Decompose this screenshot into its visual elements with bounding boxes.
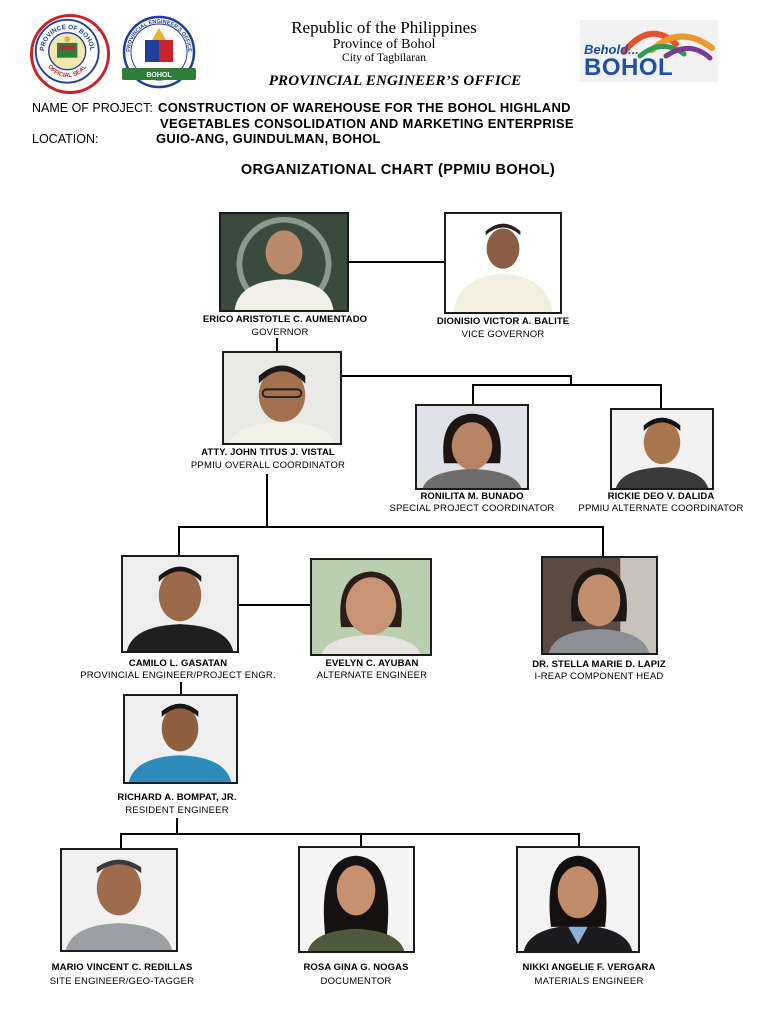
site-engineer-photo — [60, 848, 178, 952]
connector-line — [276, 338, 278, 352]
vice-governor-position: VICE GOVERNOR — [461, 329, 545, 340]
alternate-engineer-photo — [310, 558, 432, 656]
governor-name: ERICO ARISTOTLE C. AUMENTADO — [202, 314, 368, 325]
connector-line — [120, 833, 122, 849]
governor-position: GOVERNOR — [251, 327, 309, 338]
country-heading: Republic of the Philippines — [291, 18, 477, 37]
site-engineer-name: MARIO VINCENT C. REDILLAS — [51, 962, 193, 973]
documentor-photo — [298, 846, 415, 953]
seal-top-text: PROVINCE OF BOHOL — [39, 23, 96, 52]
provincial-engineer-position: PROVINCIAL ENGINEER/PROJECT ENGR. — [80, 670, 276, 681]
site-engineer-position: SITE ENGINEER/GEO-TAGGER — [49, 976, 195, 987]
ireap-head-name: DR. STELLA MARIE D. LAPIZ — [532, 659, 666, 670]
provincial-engineer-photo — [121, 555, 239, 653]
office-heading: PROVINCIAL ENGINEER’S OFFICE — [268, 73, 522, 89]
vice-governor-photo — [444, 212, 562, 314]
connector-line — [266, 474, 268, 528]
connector-line — [178, 526, 180, 556]
connector-line — [472, 384, 662, 386]
documentor-position: DOCUMENTOR — [320, 976, 392, 987]
governor-photo — [219, 212, 349, 312]
project-name-line2: VEGETABLES CONSOLIDATION AND MARKETING ENTERPRISE — [160, 116, 574, 131]
connector-line — [360, 833, 362, 847]
project-name-line1: CONSTRUCTION OF WAREHOUSE FOR THE BOHOL HIGHLAND — [158, 100, 571, 115]
location-label: LOCATION: — [32, 132, 99, 146]
connector-line — [602, 526, 604, 556]
seal2-bottom-text: BOHOL — [146, 72, 172, 79]
logo-small-text: Behold... — [584, 42, 639, 57]
connector-line — [120, 833, 580, 835]
ireap-head-position: I-REAP COMPONENT HEAD — [534, 671, 664, 682]
alternate-engineer-position: ALTERNATE ENGINEER — [316, 670, 428, 681]
ireap-head-photo — [541, 556, 658, 655]
connector-line — [660, 384, 662, 408]
connector-line — [176, 818, 178, 834]
vice-governor-name: DIONISIO VICTOR A. BALITE — [436, 316, 570, 327]
connector-line — [472, 384, 474, 404]
alternate-coordinator-name: RICKIE DEO V. DALIDA — [607, 491, 715, 502]
provincial-engineer-name: CAMILO L. GASATAN — [128, 658, 228, 669]
resident-engineer-photo — [123, 694, 238, 784]
materials-engineer-position: MATERIALS ENGINEER — [534, 976, 644, 987]
resident-engineer-name: RICHARD A. BOMPAT, JR. — [117, 792, 237, 803]
province-heading: Province of Bohol — [332, 37, 436, 52]
materials-engineer-photo — [516, 846, 640, 953]
special-project-coordinator-position: SPECIAL PROJECT COORDINATOR — [389, 503, 555, 514]
logo-big-text: BOHOL — [584, 54, 674, 81]
chart-title: ORGANIZATIONAL CHART (PPMIU BOHOL) — [240, 162, 556, 178]
special-project-coordinator-photo — [415, 404, 529, 490]
connector-line — [178, 526, 604, 528]
connector-line — [342, 375, 572, 377]
city-heading: City of Tagbilaran — [342, 52, 426, 64]
alternate-coordinator-photo — [610, 408, 714, 490]
special-project-coordinator-name: RONILITA M. BUNADO — [420, 491, 524, 502]
materials-engineer-name: NIKKI ANGELIE F. VERGARA — [522, 962, 656, 973]
connector-line — [578, 833, 580, 847]
behold-bohol-logo — [580, 20, 718, 82]
location-value: GUIO-ANG, GUINDULMAN, BOHOL — [156, 131, 381, 146]
alternate-coordinator-position: PPMIU ALTERNATE COORDINATOR — [578, 503, 744, 514]
resident-engineer-position: RESIDENT ENGINEER — [125, 805, 229, 816]
overall-coordinator-photo — [222, 351, 342, 445]
project-name-label: NAME OF PROJECT: — [32, 101, 153, 115]
seal2-top-text: PROVINCIAL ENGINEER'S OFFICE — [125, 18, 193, 53]
connector-line — [238, 604, 312, 606]
engineers-office-seal-logo — [116, 14, 202, 92]
alternate-engineer-name: EVELYN C. AYUBAN — [325, 658, 419, 669]
connector-line — [346, 261, 446, 263]
overall-coordinator-name: ATTY. JOHN TITUS J. VISTAL — [201, 447, 335, 458]
seal-bottom-text: OFFICIAL SEAL — [46, 64, 89, 80]
documentor-name: ROSA GINA G. NOGAS — [303, 962, 409, 973]
province-seal-logo — [30, 14, 110, 94]
connector-line — [180, 682, 182, 694]
overall-coordinator-position: PPMIU OVERALL COORDINATOR — [190, 460, 346, 471]
